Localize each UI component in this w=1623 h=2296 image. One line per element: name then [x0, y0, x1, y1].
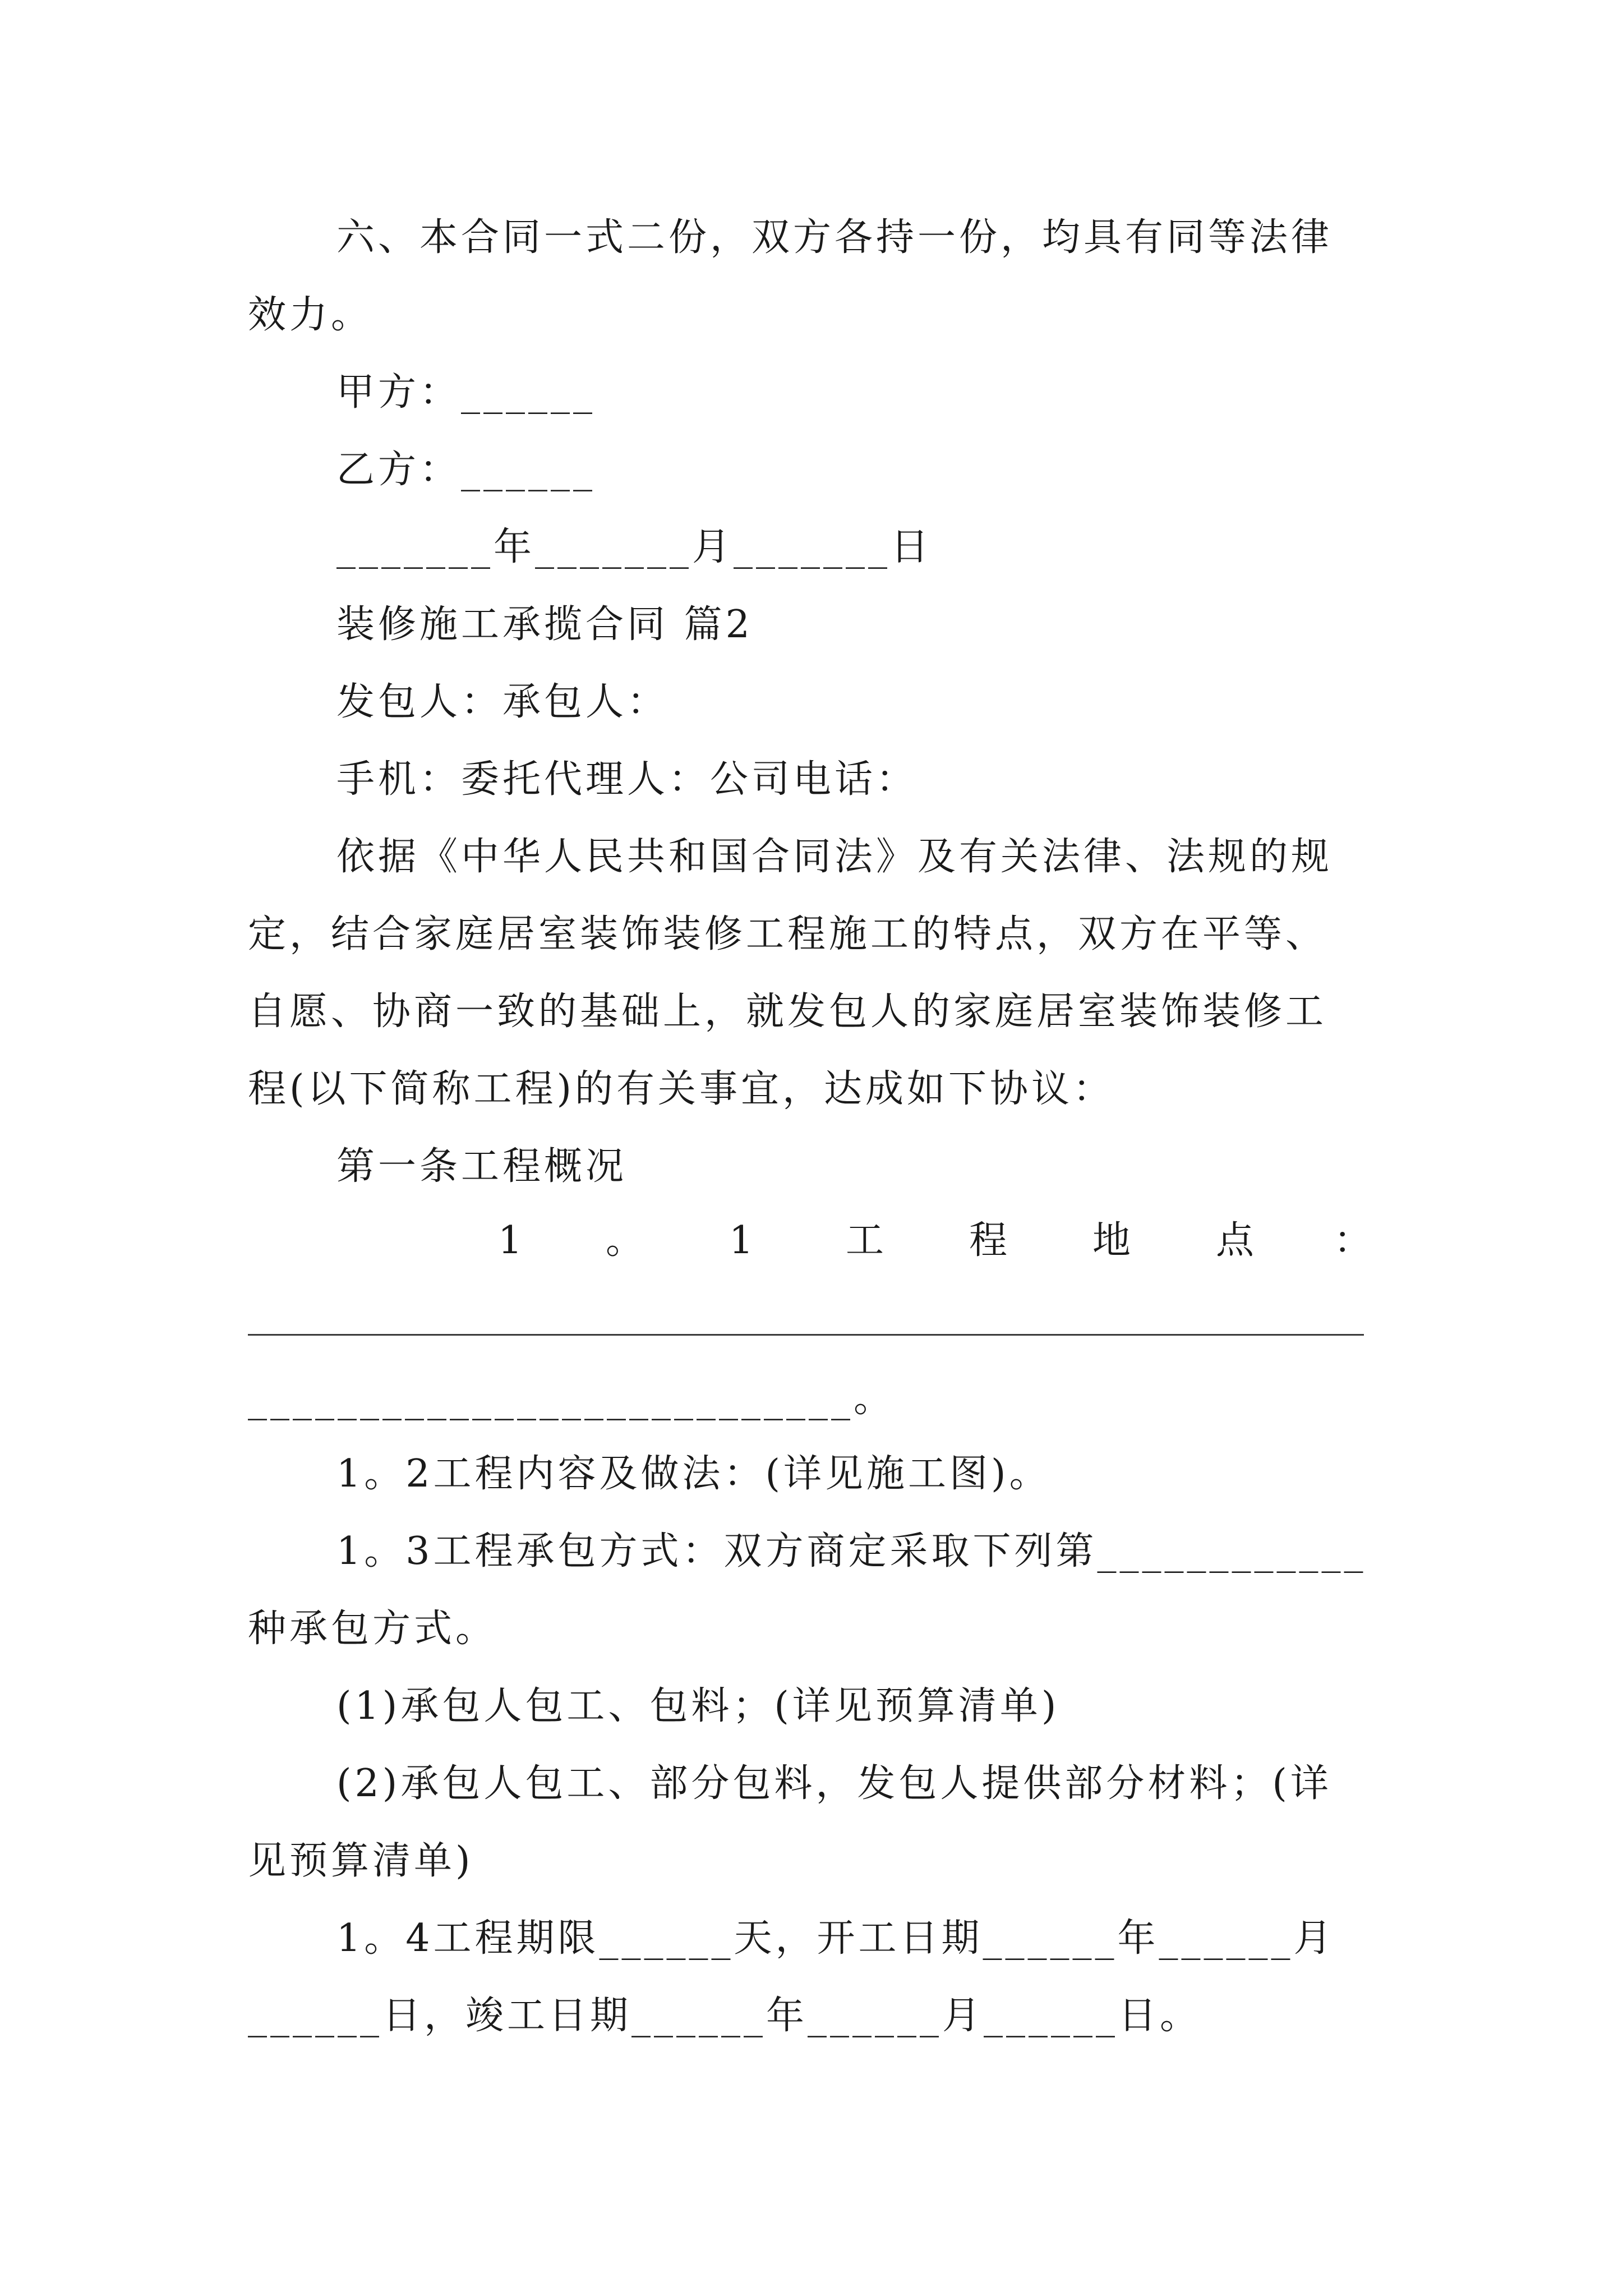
site-number-2: 1: [729, 1218, 754, 1263]
site-colon: ：: [1334, 1218, 1372, 1263]
site-char-di: 地: [1092, 1218, 1131, 1263]
contact-info: 手机：委托代理人：公司电话：: [336, 757, 918, 802]
party-b-signature: 乙方：______: [336, 448, 596, 492]
site-char-dian: 点: [1216, 1218, 1255, 1263]
signing-date: _______年_______月_______日: [336, 525, 933, 569]
preamble-line-2: 定，结合家庭居室装饰装修工程施工的特点，双方在平等、: [248, 912, 1327, 956]
clause-1-4-line-2: ______日，竣工日期______年______月______日。: [248, 1994, 1202, 2038]
option-2-line-2: 见预算清单): [248, 1839, 474, 1883]
clause-1-3-line-2: 种承包方式。: [248, 1607, 497, 1651]
clause-six-line-2: 效力。: [248, 293, 373, 337]
clause-six-line-1: 六、本合同一式二份，双方各持一份，均具有同等法律: [336, 215, 1333, 260]
article-one-heading: 第一条工程概况: [336, 1144, 628, 1189]
site-address-blank: [248, 1334, 1364, 1336]
site-char-cheng: 程: [969, 1218, 1008, 1263]
party-a-signature: 甲方：______: [336, 370, 596, 415]
preamble-line-3: 自愿、协商一致的基础上，就发包人的家庭居室装饰装修工: [248, 990, 1327, 1034]
site-address-blank-line-2: ___________________________。: [248, 1377, 896, 1421]
option-2-line-1: (2)承包人包工、部分包料，发包人提供部分材料；(详: [336, 1761, 1332, 1806]
site-char-gong: 工: [846, 1218, 884, 1263]
clause-1-2: 1。2工程内容及做法：(详见施工图)。: [336, 1452, 1051, 1496]
option-1: (1)承包人包工、包料；(详见预算清单): [336, 1684, 1060, 1728]
clause-1-3-line-1: 1。3工程承包方式：双方商定采取下列第____________: [336, 1529, 1367, 1573]
site-number-1: 1: [498, 1218, 523, 1263]
preamble-line-4: 程(以下简称工程)的有关事宜，达成如下协议：: [248, 1067, 1115, 1111]
clause-1-4-line-1: 1。4工程期限______天，开工日期______年______月: [336, 1916, 1335, 1961]
preamble-line-1: 依据《中华人民共和国合同法》及有关法律、法规的规: [336, 835, 1333, 879]
contract-parties: 发包人：承包人：: [336, 680, 669, 724]
section-title: 装修施工承揽合同 篇2: [336, 602, 753, 647]
site-number-dot: 。: [606, 1218, 644, 1263]
